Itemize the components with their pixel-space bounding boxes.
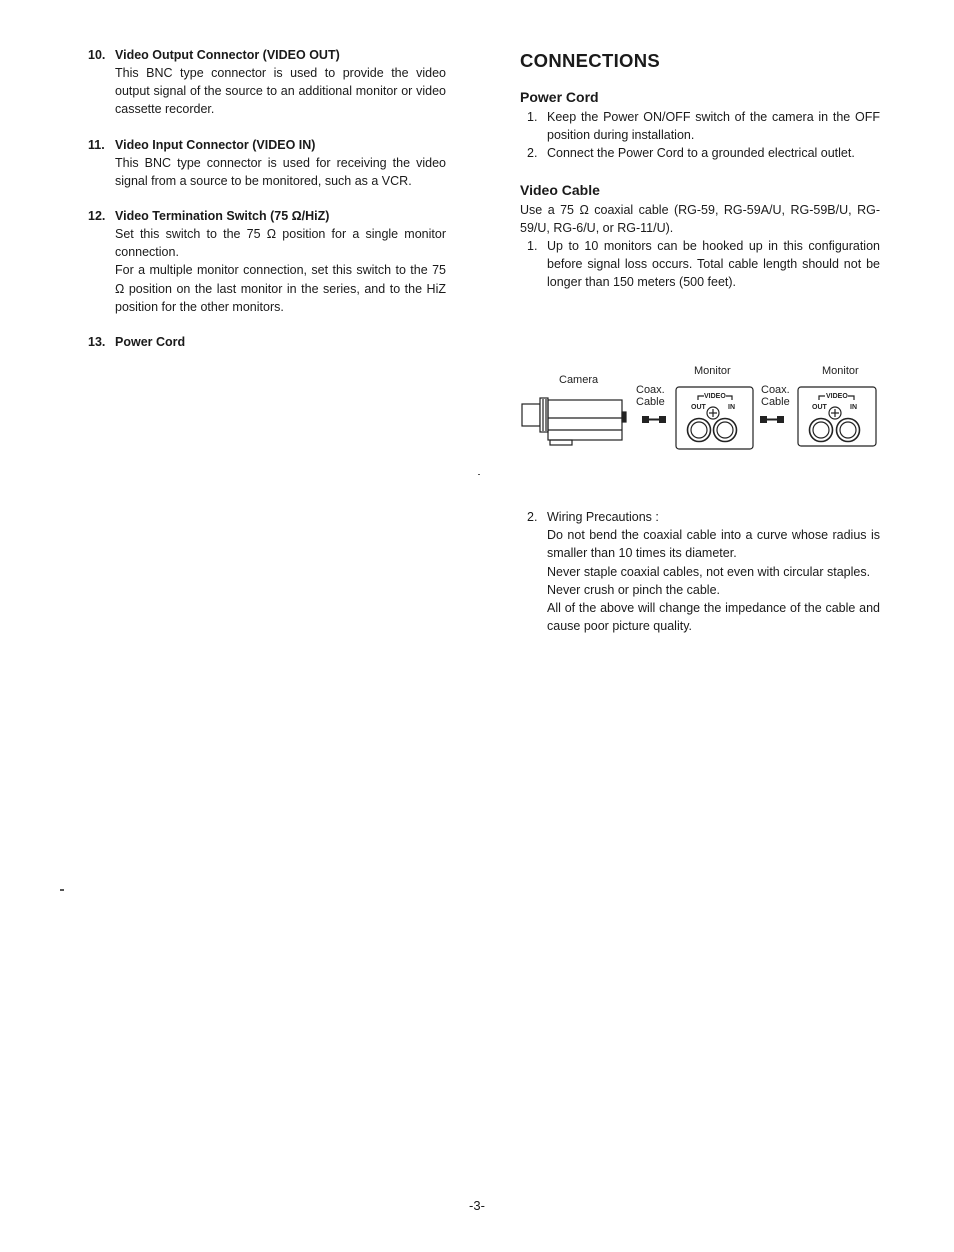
wiring-precautions: [520, 508, 880, 635]
item-power-cord: [88, 333, 446, 351]
precaution-text: All of the above will change the impedance of the cable and cause poor picture quality.: [547, 601, 880, 634]
in-label: IN: [728, 404, 735, 411]
power-cord-section: [520, 88, 880, 163]
item-video-termination-switch: [88, 207, 446, 316]
list-item: [520, 508, 880, 635]
list-item: [520, 237, 880, 292]
monitor-label: Monitor: [694, 365, 731, 377]
item-number: 10.: [88, 48, 106, 62]
item-title: Video Termination Switch (75 Ω/HiZ): [115, 209, 330, 224]
coax-cable-label: Coax.: [636, 384, 665, 396]
out-label: OUT: [812, 404, 827, 411]
item-text: Set this switch to the 75 Ω position for a single monitor connection.: [115, 227, 446, 260]
scan-speck: [478, 474, 480, 475]
coax-cable-label: Cable: [761, 396, 790, 408]
item-text: This BNC type connector is used for receiving the video signal from a source to be monitored, such as a VCR.: [115, 155, 446, 188]
subsection-title: Power Cord: [520, 89, 599, 105]
item-video-input-connector: [88, 136, 446, 190]
item-text: This BNC type connector is used to provide the video output signal of the source to an additional monitor or video cassette recorder.: [115, 66, 446, 117]
item-title: Video Input Connector (VIDEO IN): [115, 137, 316, 152]
item-video-output-connector: [88, 46, 446, 119]
video-cable-section: [520, 181, 880, 292]
monitor-label: Monitor: [822, 365, 859, 377]
diagram-drawing: [518, 360, 880, 456]
scan-speck: [60, 889, 64, 891]
section-heading: CONNECTIONS: [520, 50, 660, 71]
step-text: Connect the Power Cord to a grounded electrical outlet.: [547, 146, 855, 161]
item-number: 12.: [88, 209, 106, 224]
item-title: Video Output Connector (VIDEO OUT): [115, 48, 340, 62]
video-label: VIDEO: [704, 393, 726, 400]
precaution-text: Never crush or pinch the cable.: [547, 582, 721, 597]
in-label: IN: [850, 404, 857, 411]
connection-diagram: [518, 360, 880, 456]
item-number: 13.: [88, 335, 106, 350]
step-number: 1.: [527, 239, 538, 254]
intro-text: Use a 75 Ω coaxial cable (RG-59, RG-59A/U, RG-59B/U, RG-59/U, RG-6/U, or RG-11/U).: [520, 202, 880, 235]
camera-label: Camera: [559, 374, 599, 386]
item-number: 11.: [88, 137, 105, 152]
list-item: [520, 144, 880, 162]
right-column: [520, 46, 880, 310]
coax-cable-icon: [642, 416, 666, 423]
step-number: 1.: [527, 110, 538, 124]
page-number: -3-: [469, 1198, 485, 1213]
item-text: For a multiple monitor connection, set this switch to the 75 Ω position on the last monitor in the series, and to the HiZ position for the other monitors.: [115, 263, 446, 314]
item-title: Power Cord: [115, 335, 186, 350]
step-text: Up to 10 monitors can be hooked up in this configuration before signal loss occurs. Total cable length should not be longer than 150 meters (500 feet).: [547, 239, 880, 290]
coax-cable-label: Coax.: [761, 384, 790, 396]
video-label: VIDEO: [826, 393, 848, 400]
step-number: 2.: [527, 146, 538, 161]
step-text: Keep the Power ON/OFF switch of the camera in the OFF position during installation.: [547, 110, 880, 143]
camera-icon: [522, 398, 626, 445]
precaution-text: Do not bend the coaxial cable into a curve whose radius is smaller than 10 times its diameter.: [547, 528, 880, 561]
left-column: [88, 46, 446, 368]
step-number: 2.: [527, 510, 538, 524]
subsection-title: Video Cable: [520, 181, 600, 198]
out-label: OUT: [691, 404, 706, 411]
coax-cable-icon: [760, 416, 784, 423]
coax-cable-label: Cable: [636, 396, 665, 408]
step-title: Wiring Precautions :: [547, 510, 659, 524]
list-item: [520, 108, 880, 144]
precaution-text: Never staple coaxial cables, not even with circular staples.: [547, 564, 871, 579]
